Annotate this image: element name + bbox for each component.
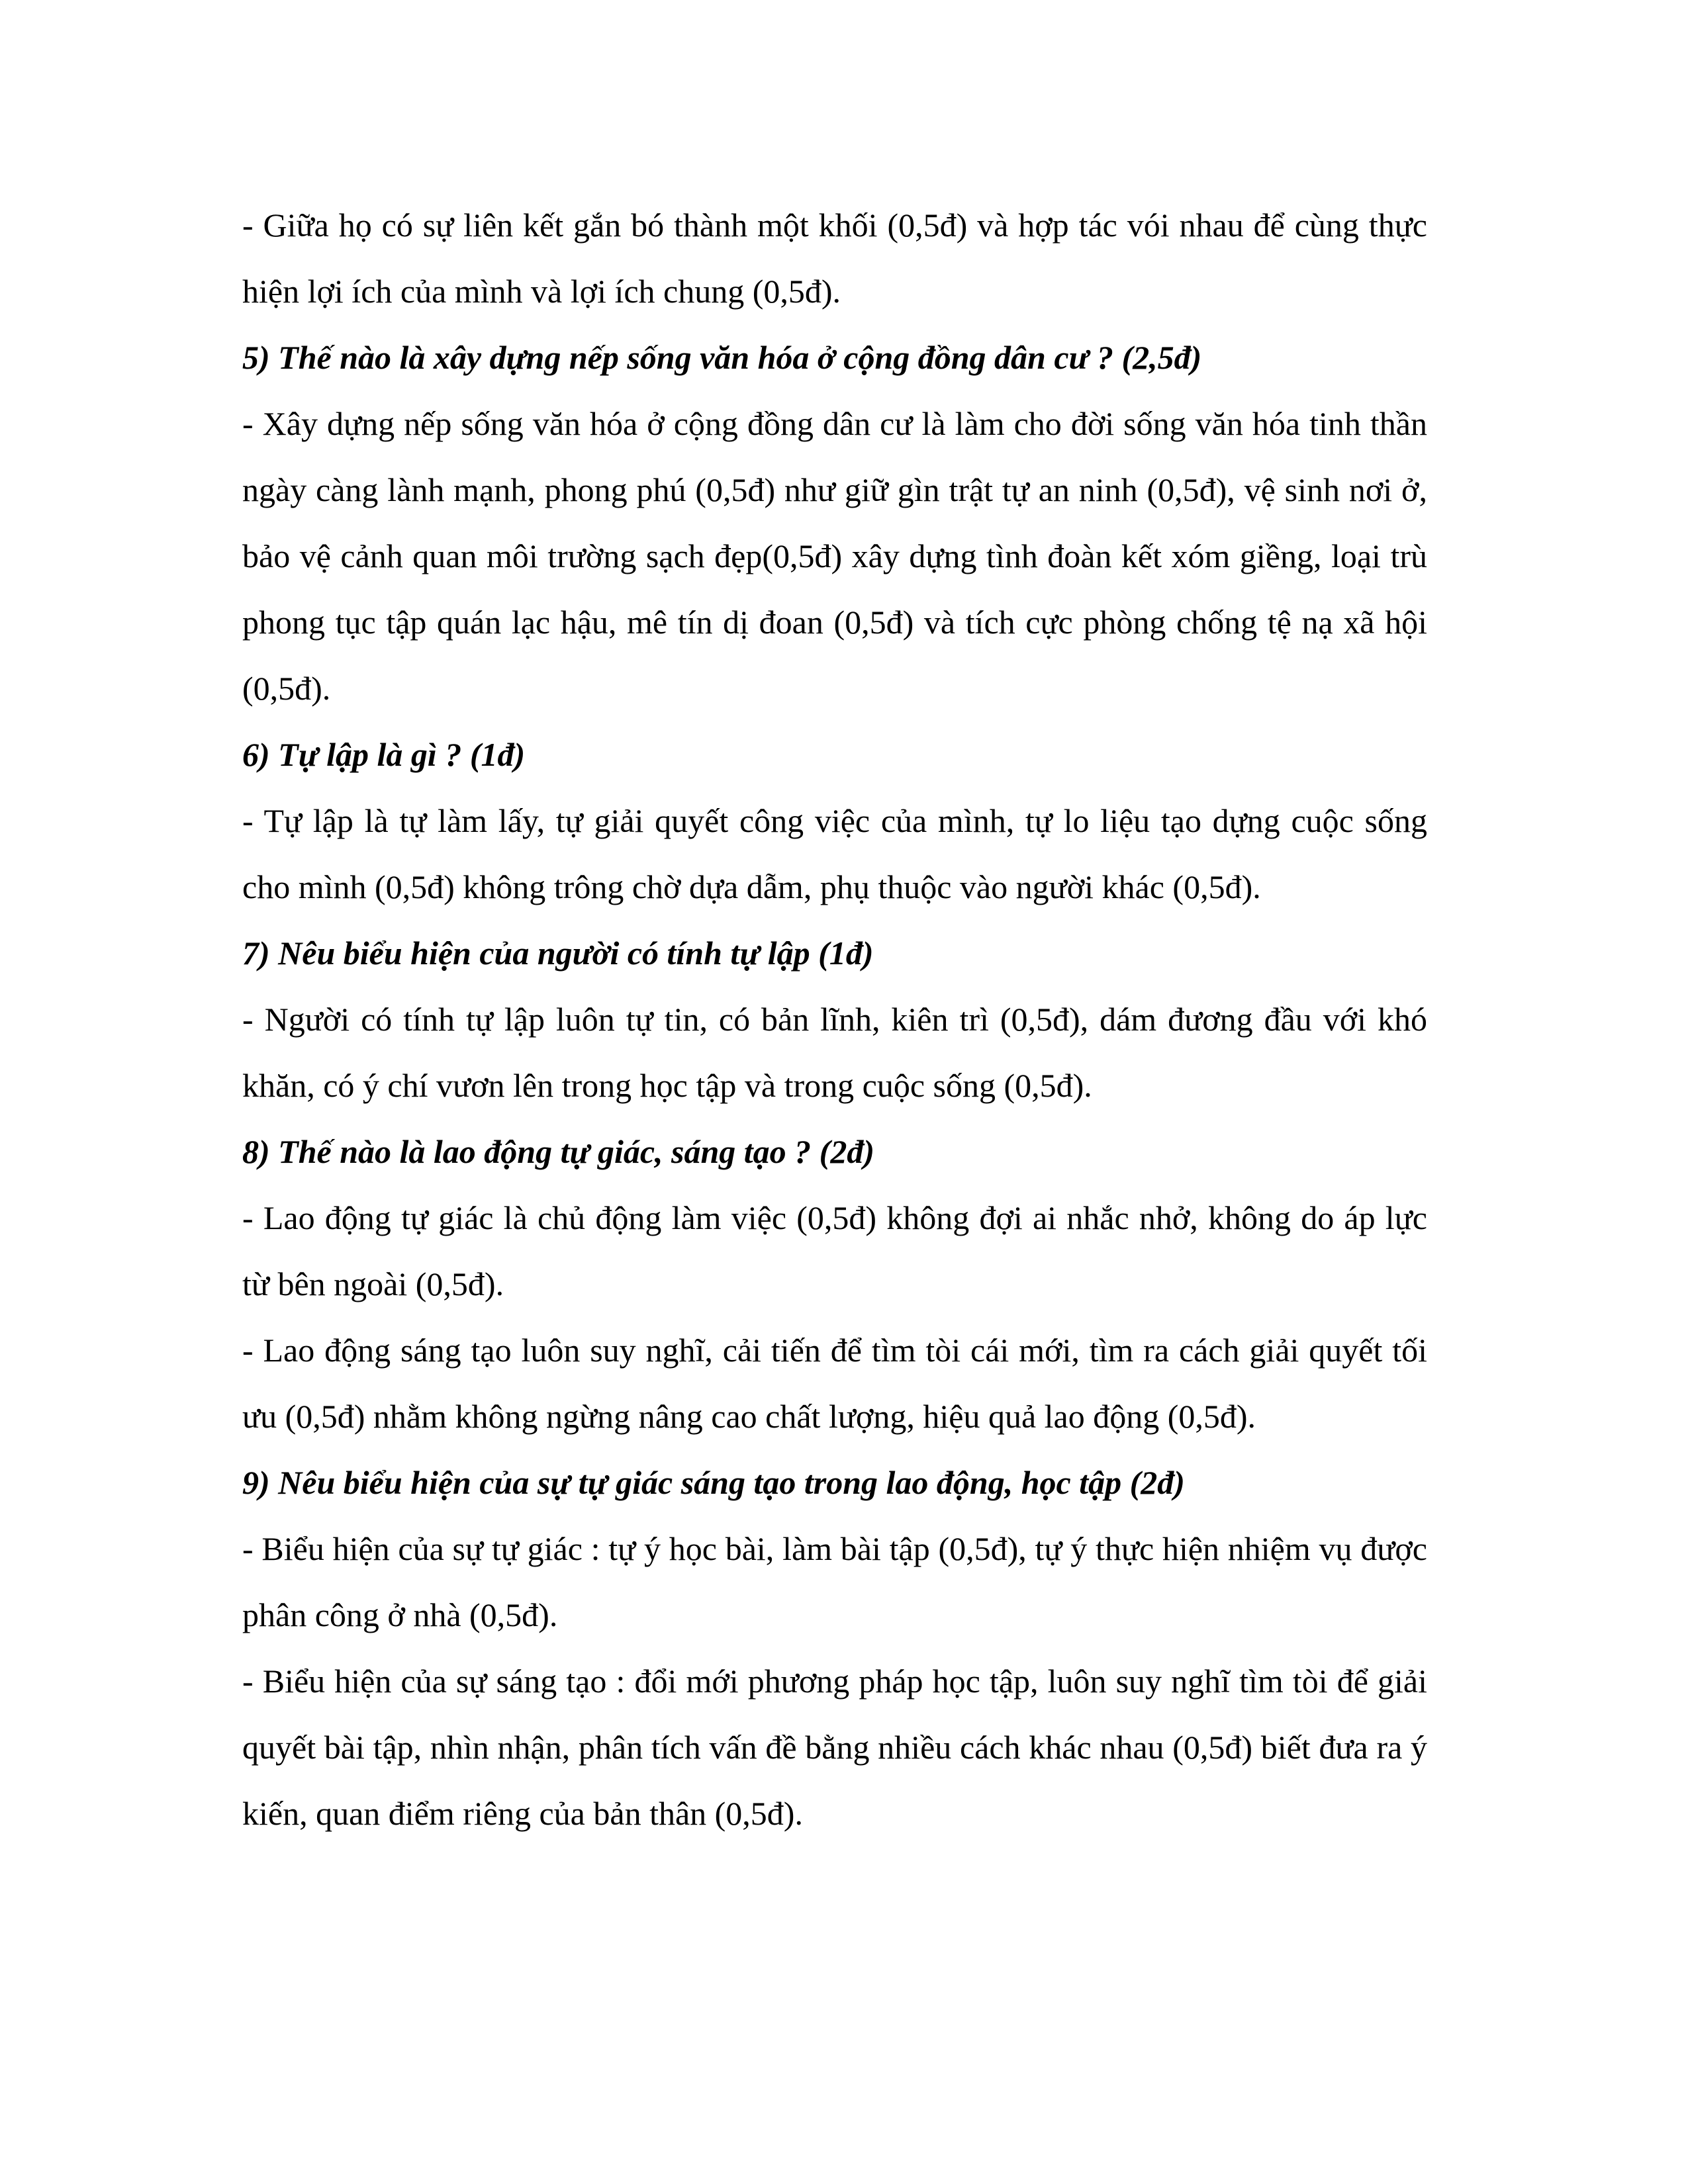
question-heading: 5) Thế nào là xây dựng nếp sống văn hóa ở cộng đồng dân cư ? (2,5đ) (242, 339, 1202, 376)
question-heading: 9) Nêu biểu hiện của sự tự giác sáng tạo trong lao động, học tập (2đ) (242, 1464, 1185, 1501)
question-heading: 8) Thế nào là lao động tự giác, sáng tạo ? (2đ) (242, 1133, 874, 1170)
answer-paragraph: - Biểu hiện của sự tự giác : tự ý học bài, làm bài tập (0,5đ), tự ý thực hiện nhiệm vụ được phân công ở nhà (0,5đ). (242, 1530, 1427, 1633)
document-page (242, 192, 1427, 1846)
answer-paragraph: - Lao động tự giác là chủ động làm việc (0,5đ) không đợi ai nhắc nhở, không do áp lực từ bên ngoài (0,5đ). (242, 1199, 1427, 1302)
answer-paragraph: - Lao động sáng tạo luôn suy nghĩ, cải tiến để tìm tòi cái mới, tìm ra cách giải quyết tối ưu (0,5đ) nhằm không ngừng nâng cao chất lượng, hiệu quả lao động (0,5đ). (242, 1332, 1427, 1435)
question-heading: 6) Tự lập là gì ? (1đ) (242, 736, 526, 773)
question-heading: 7) Nêu biểu hiện của người có tính tự lập (1đ) (242, 934, 874, 972)
answer-paragraph: - Người có tính tự lập luôn tự tin, có bản lĩnh, kiên trì (0,5đ), dám đương đầu với khó khăn, có ý chí vươn lên trong học tập và trong cuộc sống (0,5đ). (242, 1001, 1427, 1104)
answer-paragraph: - Xây dựng nếp sống văn hóa ở cộng đồng dân cư là làm cho đời sống văn hóa tinh thần ngày càng lành mạnh, phong phú (0,5đ) như giữ gìn trật tự an ninh (0,5đ), vệ sinh nơi ở, bảo vệ cảnh quan môi trường sạch đẹp(0,5đ) xây dựng tình đoàn kết xóm giềng, loại trù phong tục tập quán lạc hậu, mê tín dị đoan (0,5đ) và tích cực phòng chống tệ nạ xã hội (0,5đ). (242, 405, 1427, 707)
answer-paragraph: - Biểu hiện của sự sáng tạo : đổi mới phương pháp học tập, luôn suy nghĩ tìm tòi để giải quyết bài tập, nhìn nhận, phân tích vấn đề bằng nhiều cách khác nhau (0,5đ) biết đưa ra ý kiến, quan điểm riêng của bản thân (0,5đ). (242, 1662, 1427, 1832)
answer-paragraph: - Giữa họ có sự liên kết gắn bó thành một khối (0,5đ) và hợp tác vói nhau để cùng thực hiện lợi ích của mình và lợi ích chung (0,5đ). (242, 206, 1427, 310)
answer-paragraph: - Tự lập là tự làm lấy, tự giải quyết công việc của mình, tự lo liệu tạo dựng cuộc sống cho mình (0,5đ) không trông chờ dựa dẫm, phụ thuộc vào người khác (0,5đ). (242, 802, 1427, 905)
